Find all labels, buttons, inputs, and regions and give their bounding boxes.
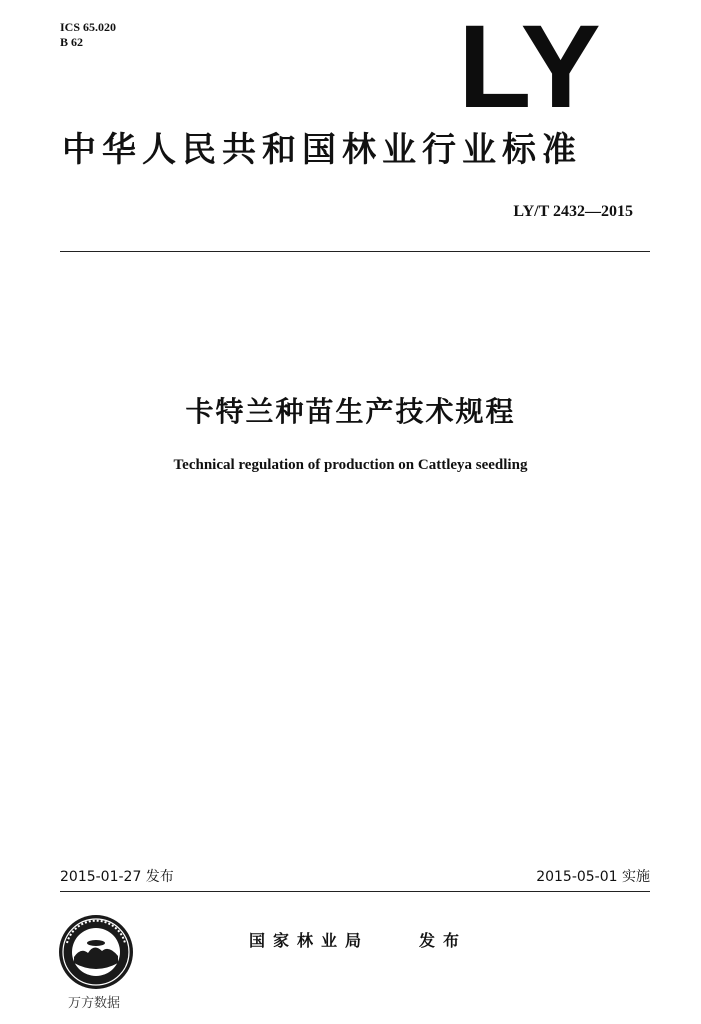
wanfang-seal-icon bbox=[57, 913, 135, 991]
implementation-date: 2015-05-01 实施 bbox=[536, 869, 650, 885]
standard-number: LY/T 2432—2015 bbox=[513, 203, 633, 220]
classification-codes bbox=[60, 20, 116, 50]
issue-date: 2015-01-27 发布 bbox=[60, 869, 174, 885]
document-title-chinese: 卡特兰种苗生产技术规程 bbox=[185, 395, 516, 428]
top-divider bbox=[60, 251, 650, 252]
issuing-authority: 国家林业局 bbox=[249, 931, 370, 950]
ly-logo: LY bbox=[458, 1, 601, 133]
standard-category-title: 中华人民共和国林业行业标准 bbox=[62, 130, 582, 170]
ics-code: ICS 65.020 bbox=[60, 20, 117, 34]
seal-caption: 万方数据 bbox=[68, 996, 121, 1011]
issuing-action: 发布 bbox=[419, 931, 468, 950]
bottom-divider bbox=[60, 891, 650, 892]
ccs-code: B 62 bbox=[60, 35, 84, 49]
document-title-english: Technical regulation of production on Cattleya seedling bbox=[173, 457, 528, 473]
